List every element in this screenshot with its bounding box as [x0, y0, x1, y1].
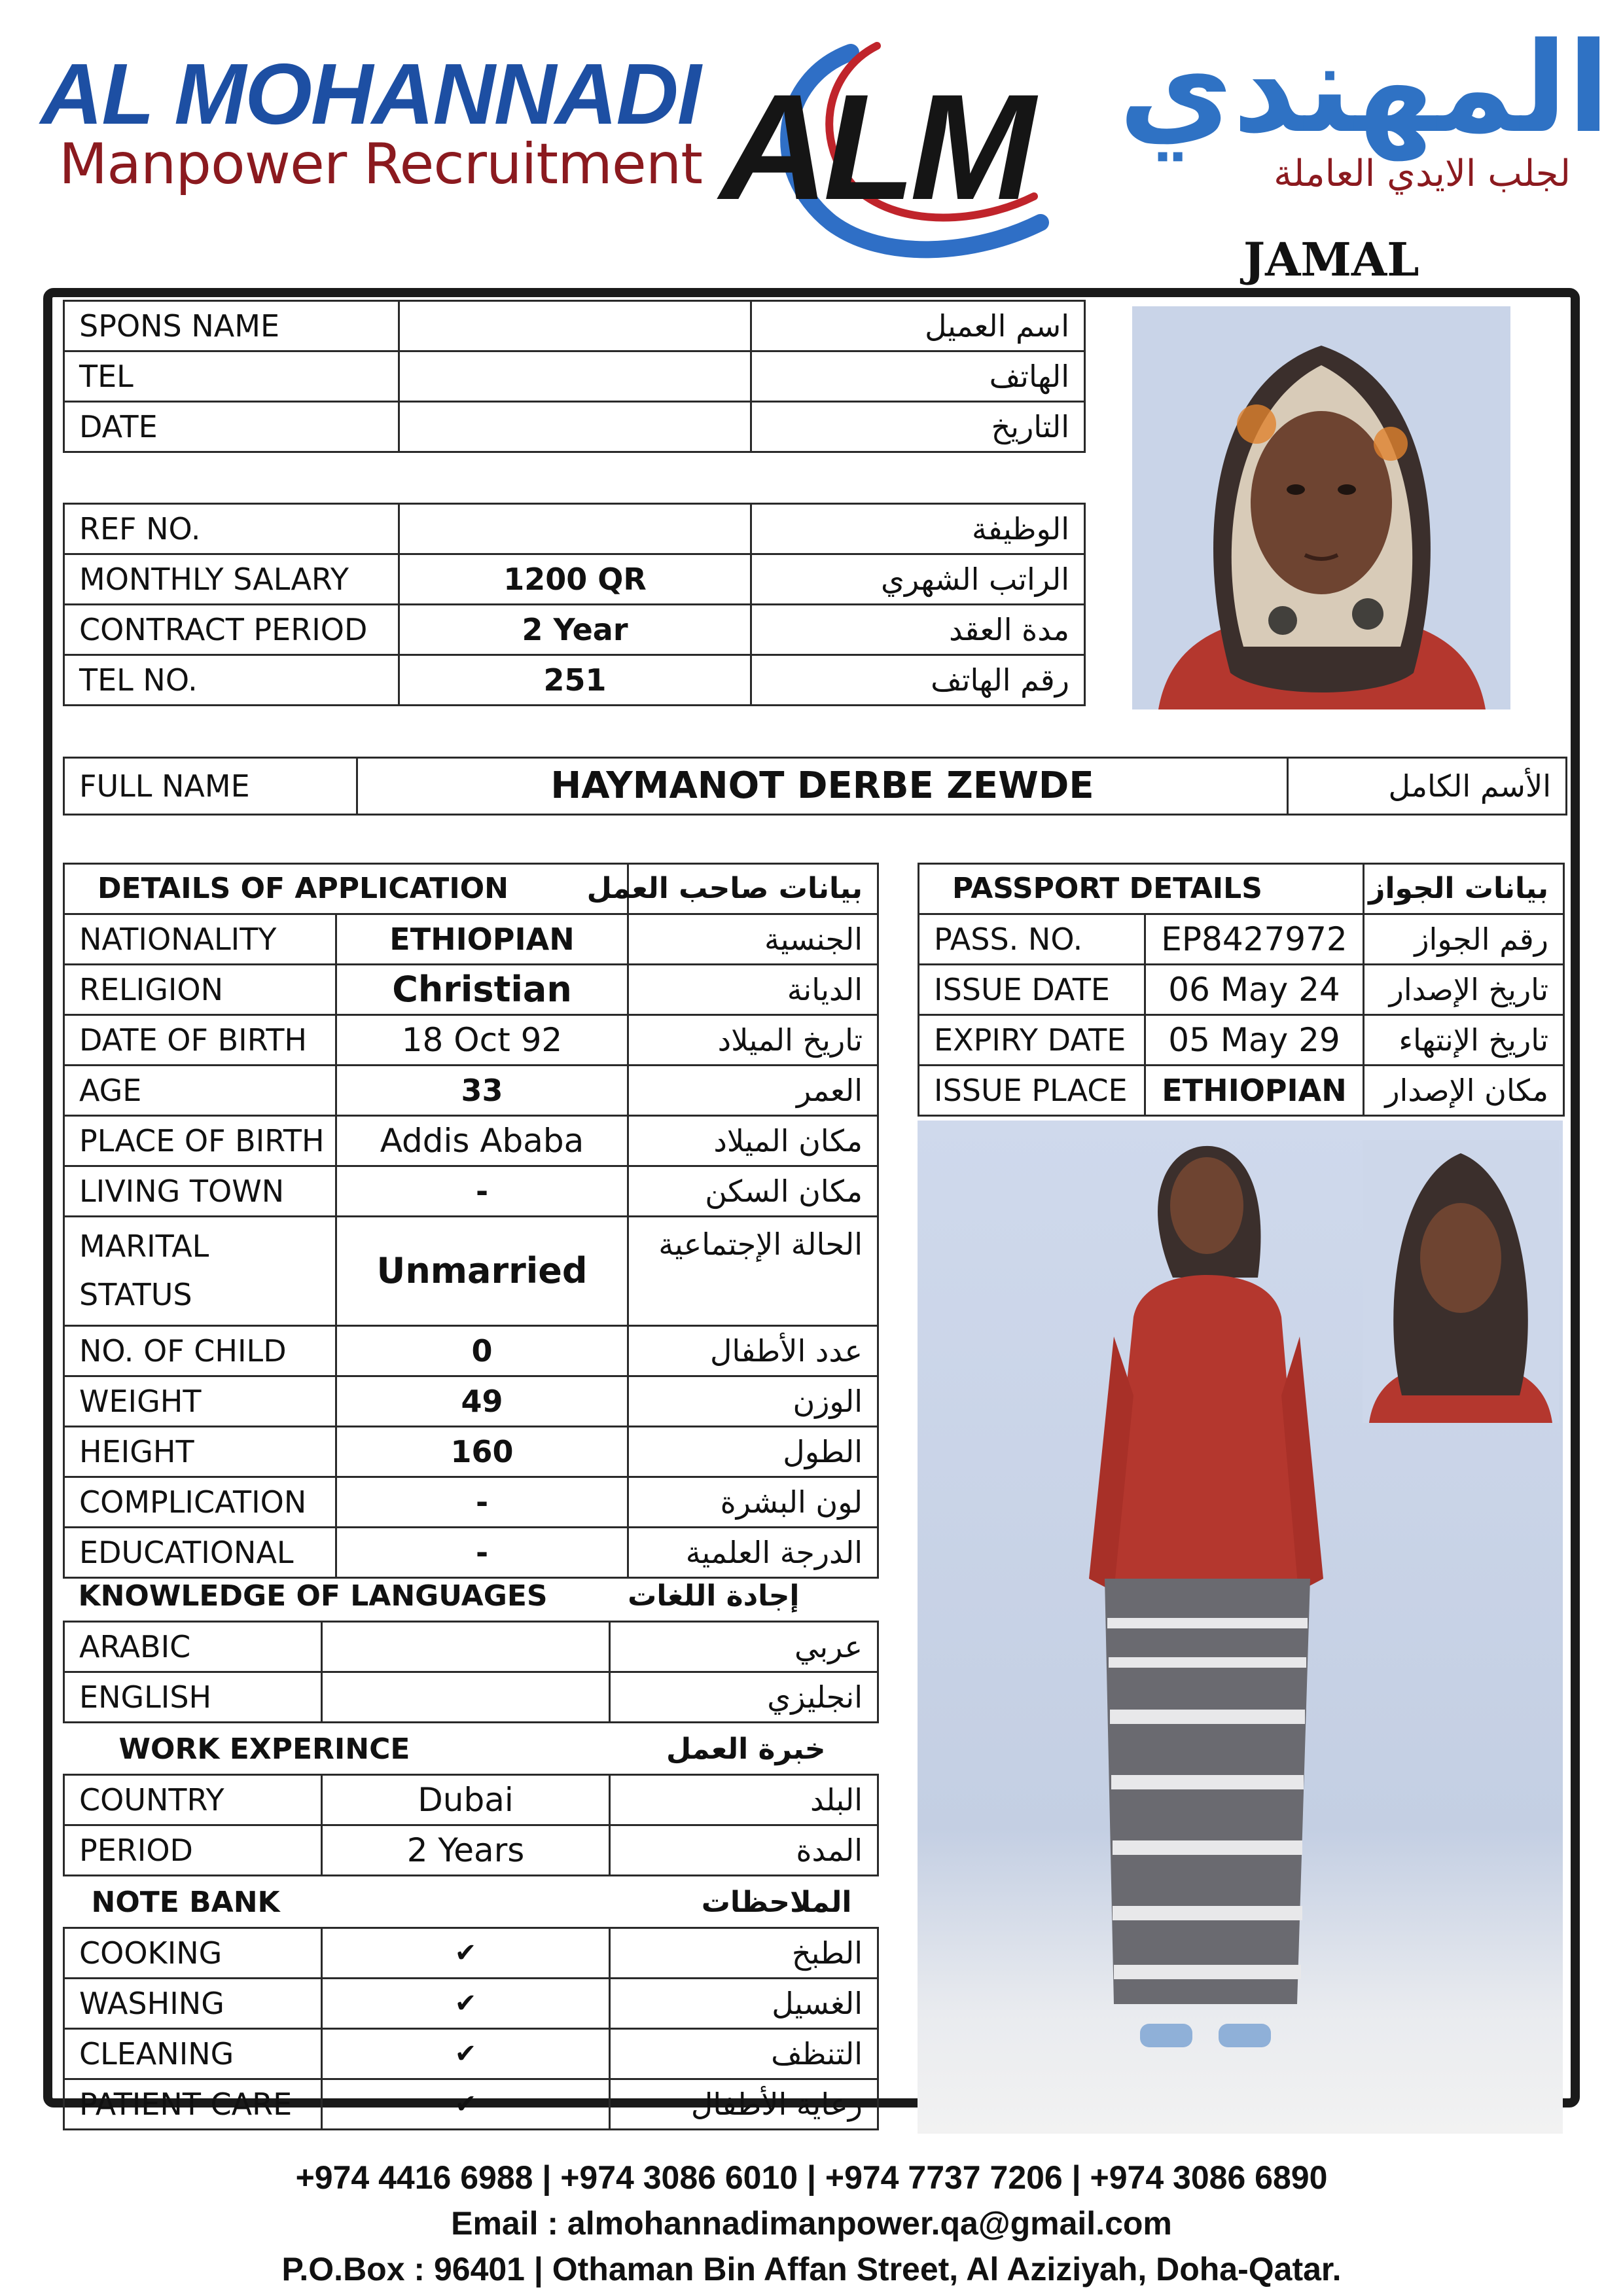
table-row [64, 1928, 878, 1979]
passport-title-ar: بيانات الجواز [1364, 864, 1564, 914]
footer-address: P.O.Box : 96401 | Othaman Bin Affan Street, Al Aziziyah, Doha-Qatar. [281, 2251, 1342, 2287]
pass-no-label: PASS. NO. [919, 914, 1145, 965]
arabic-label-ar: عربي [610, 1622, 878, 1672]
languages-table [63, 1572, 879, 1723]
period-label: PERIOD [64, 1825, 322, 1876]
expiry-date-label-ar: تاريخ الإنتهاء [1364, 1015, 1564, 1066]
marital-status-label-line2: STATUS [79, 1277, 192, 1312]
living-town-label-ar: مكان السكن [628, 1166, 878, 1217]
skills-table [63, 1878, 879, 2130]
cooking-check-icon: ✔ [322, 1928, 610, 1979]
religion-label-ar: الديانة [628, 965, 878, 1015]
issue-place-label-ar: مكان الإصدار [1364, 1066, 1564, 1116]
pass-no-label-ar: رقم الجواز [1364, 914, 1564, 965]
table-row [64, 1217, 878, 1326]
spons-name-label-ar: اسم العميل [751, 301, 1085, 351]
full-name-value: HAYMANOT DERBE ZEWDE [357, 758, 1288, 815]
living-town-value: - [336, 1166, 628, 1217]
spons-name-value [399, 301, 751, 351]
table-row [64, 1528, 878, 1578]
table-row [64, 301, 1085, 351]
expiry-date-label: EXPIRY DATE [919, 1015, 1145, 1066]
patient-care-check-icon: ✔ [322, 2079, 610, 2130]
table-row [64, 655, 1085, 706]
arabic-value [322, 1622, 610, 1672]
pass-no-value: EP8427972 [1145, 914, 1364, 965]
table-row [64, 1166, 878, 1217]
full-name-label: FULL NAME [64, 758, 357, 815]
date-label: DATE [64, 402, 399, 452]
washing-check-icon: ✔ [322, 1979, 610, 2029]
issue-date-label: ISSUE DATE [919, 965, 1145, 1015]
skills-title-ar: الملاحظات [701, 1885, 852, 1919]
brand-name-arabic: المهندي [1118, 16, 1610, 160]
contract-period-value: 2 Year [399, 605, 751, 655]
languages-title-ar: إجادة اللغات [628, 1579, 800, 1613]
table-row [64, 2079, 878, 2130]
table-row [64, 1015, 878, 1066]
table-row [64, 914, 878, 965]
passport-table [918, 863, 1565, 1117]
age-label: AGE [64, 1066, 336, 1116]
brand-tagline-arabic: لجلب الايدي العاملة [1274, 152, 1571, 195]
complication-label-ar: لون البشرة [628, 1477, 878, 1528]
country-label: COUNTRY [64, 1775, 322, 1825]
place-of-birth-value: Addis Ababa [336, 1116, 628, 1166]
educational-label: EDUCATIONAL [64, 1528, 336, 1578]
table-row [64, 1376, 878, 1427]
full-body-photo [918, 1121, 1563, 2134]
place-of-birth-label-ar: مكان الميلاد [628, 1116, 878, 1166]
agent-name: JAMAL [1243, 232, 1419, 287]
nationality-label-ar: الجنسية [628, 914, 878, 965]
experience-table [63, 1725, 879, 1876]
table-row [64, 1477, 878, 1528]
tel-no-value: 251 [399, 655, 751, 706]
experience-title: WORK EXPERINCE [118, 1732, 410, 1766]
table-row [64, 2029, 878, 2079]
issue-place-label: ISSUE PLACE [919, 1066, 1145, 1116]
tel-label-ar: الهاتف [751, 351, 1085, 402]
table-row [64, 965, 878, 1015]
monthly-salary-value: 1200 QR [399, 554, 751, 605]
no-of-child-value: 0 [336, 1326, 628, 1376]
table-row [64, 1427, 878, 1477]
educational-value: - [336, 1528, 628, 1578]
application-title-ar: بيانات صاحب العمل [628, 864, 878, 914]
skills-title: NOTE BANK [91, 1885, 280, 1919]
tel-value [399, 351, 751, 402]
languages-title: KNOWLEDGE OF LANGUAGES [78, 1579, 548, 1613]
age-value: 33 [336, 1066, 628, 1116]
height-value: 160 [336, 1427, 628, 1477]
religion-value: Christian [336, 965, 628, 1015]
tel-label: TEL [64, 351, 399, 402]
issue-date-value: 06 May 24 [1145, 965, 1364, 1015]
table-row [919, 914, 1564, 965]
no-of-child-label-ar: عدد الأطفال [628, 1326, 878, 1376]
table-row [64, 351, 1085, 402]
job-table [63, 503, 1086, 706]
no-of-child-label: NO. OF CHILD [64, 1326, 336, 1376]
period-value: 2 Years [322, 1825, 610, 1876]
table-row [919, 1066, 1564, 1116]
date-label-ar: التاريخ [751, 402, 1085, 452]
table-row [64, 1066, 878, 1116]
application-table [63, 863, 879, 1579]
table-row [919, 1015, 1564, 1066]
cleaning-check-icon: ✔ [322, 2029, 610, 2079]
footer-phones: +974 4416 6988 | +974 3086 6010 | +974 7737 7206 | +974 3086 6890 [295, 2159, 1328, 2196]
living-town-label: LIVING TOWN [64, 1166, 336, 1217]
cleaning-label-ar: التنظف [610, 2029, 878, 2079]
tel-no-label-ar: رقم الهاتف [751, 655, 1085, 706]
alm-logo: ALM [720, 63, 1031, 231]
nationality-label: NATIONALITY [64, 914, 336, 965]
table-row [64, 1622, 878, 1672]
issue-date-label-ar: تاريخ الإصدار [1364, 965, 1564, 1015]
experience-header [64, 1725, 878, 1775]
english-label-ar: انجليزي [610, 1672, 878, 1723]
marital-status-label-ar: الحالة الإجتماعية [628, 1217, 878, 1326]
table-row [64, 1326, 878, 1376]
monthly-salary-label: MONTHLY SALARY [64, 554, 399, 605]
washing-label: WASHING [64, 1979, 322, 2029]
ref-no-value [399, 504, 751, 554]
passport-header [919, 864, 1564, 914]
complication-value: - [336, 1477, 628, 1528]
date-value [399, 402, 751, 452]
patient-care-label-ar: رعاية الأطفال [610, 2079, 878, 2130]
sponsor-table [63, 300, 1086, 453]
ref-no-label-ar: الوظيفة [751, 504, 1085, 554]
date-of-birth-value: 18 Oct 92 [336, 1015, 628, 1066]
height-label: HEIGHT [64, 1427, 336, 1477]
table-row [64, 1116, 878, 1166]
brand-name-english: AL MOHANNADI [41, 46, 700, 142]
full-name-table [63, 757, 1567, 816]
full-name-label-ar: الأسم الكامل [1288, 758, 1567, 815]
english-value [322, 1672, 610, 1723]
arabic-label: ARABIC [64, 1622, 322, 1672]
table-row [919, 965, 1564, 1015]
patient-care-label: PATIENT CARE [64, 2079, 322, 2130]
table-row [64, 1825, 878, 1876]
footer-email: Email : almohannadimanpower.qa@gmail.com [451, 2205, 1172, 2242]
date-of-birth-label-ar: تاريخ الميلاد [628, 1015, 878, 1066]
age-label-ar: العمر [628, 1066, 878, 1116]
marital-status-label [64, 1217, 336, 1326]
country-label-ar: البلد [610, 1775, 878, 1825]
application-header [64, 864, 878, 914]
table-row [64, 402, 1085, 452]
weight-value: 49 [336, 1376, 628, 1427]
washing-label-ar: الغسيل [610, 1979, 878, 2029]
table-row [64, 554, 1085, 605]
skills-header [64, 1878, 878, 1928]
contract-period-label: CONTRACT PERIOD [64, 605, 399, 655]
brand-tagline-english: Manpower Recruitment [59, 132, 703, 197]
period-label-ar: المدة [610, 1825, 878, 1876]
religion-label: RELIGION [64, 965, 336, 1015]
contract-period-label-ar: مدة العقد [751, 605, 1085, 655]
ref-no-label: REF NO. [64, 504, 399, 554]
passport-title: PASSPORT DETAILS [919, 864, 1364, 914]
country-value: Dubai [322, 1775, 610, 1825]
educational-label-ar: الدرجة العلمية [628, 1528, 878, 1578]
table-row [64, 504, 1085, 554]
weight-label-ar: الوزن [628, 1376, 878, 1427]
english-label: ENGLISH [64, 1672, 322, 1723]
table-row [64, 1672, 878, 1723]
date-of-birth-label: DATE OF BIRTH [64, 1015, 336, 1066]
tel-no-label: TEL NO. [64, 655, 399, 706]
table-row [64, 1979, 878, 2029]
expiry-date-value: 05 May 29 [1145, 1015, 1364, 1066]
table-row [64, 758, 1567, 815]
height-label-ar: الطول [628, 1427, 878, 1477]
monthly-salary-label-ar: الراتب الشهري [751, 554, 1085, 605]
weight-label: WEIGHT [64, 1376, 336, 1427]
cooking-label-ar: الطبخ [610, 1928, 878, 1979]
application-title: DETAILS OF APPLICATION [64, 864, 628, 914]
table-row [64, 1775, 878, 1825]
nationality-value: ETHIOPIAN [336, 914, 628, 965]
table-row [64, 605, 1085, 655]
cleaning-label: CLEANING [64, 2029, 322, 2079]
issue-place-value: ETHIOPIAN [1145, 1066, 1364, 1116]
portrait-photo [1132, 306, 1510, 709]
cooking-label: COOKING [64, 1928, 322, 1979]
languages-header [64, 1572, 878, 1622]
experience-title-ar: خبرة العمل [666, 1732, 826, 1766]
place-of-birth-label: PLACE OF BIRTH [64, 1116, 336, 1166]
marital-status-value: Unmarried [336, 1217, 628, 1326]
spons-name-label: SPONS NAME [64, 301, 399, 351]
marital-status-label-line1: MARITAL [79, 1229, 209, 1265]
complication-label: COMPLICATION [64, 1477, 336, 1528]
